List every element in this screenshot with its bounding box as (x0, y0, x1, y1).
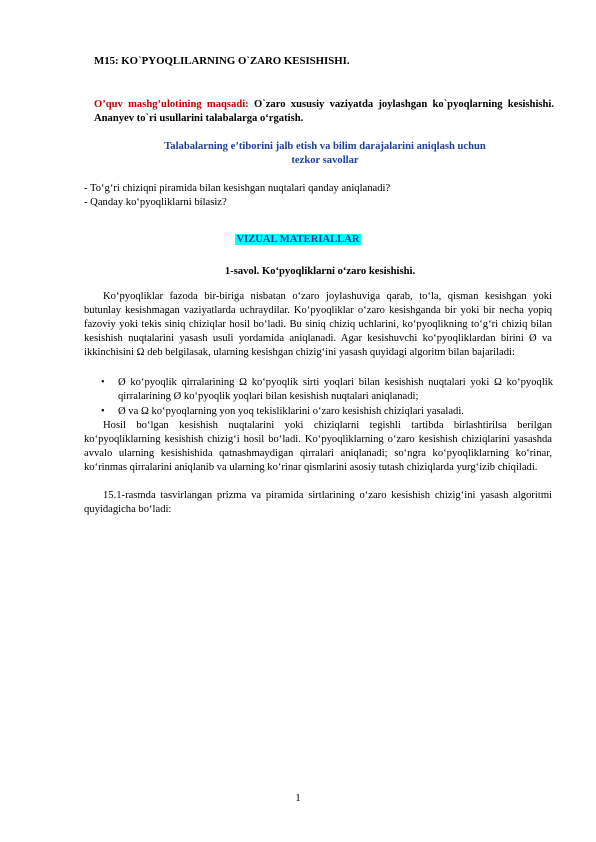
paragraph-2: Hosil bo‘lgan kesishish nuqtalarini yoki chiziqlarni tegishli tartibda birlashtirilsa berilgan ko‘pyoqliklarning kesishish chizig‘i hosil bo‘ladi. Ko‘pyoqliklarning o‘zaro kesishish chiziqlarini yasashda avvalo ularning kesishishida qatnashmaydigan qirralari aniqlanadi; so‘ngra ko‘pyoqliklarning ko‘rinar, ko‘rinmas qirralarini aniqlanib va ularning ko‘rinar qismlarini asosiy tutash chiziqlarda yurg‘izib chiqiladi. (84, 420, 552, 474)
bullet-item-1 (101, 376, 553, 406)
paragraph-1: Ko‘pyoqliklar fazoda bir-biriga nisbatan o‘zaro joylashuviga qarab, to‘la, qisman kesishgan yoki butunlay kesishmagan vaziyatlarda uchraydilar. Ko‘pyoqliklar o‘zaro kesishganda bir yoki bir necha yopiq fazoviy yoki tekis siniq chiziqlar hosil bo‘ladi. Bu siniq chiziq uchlarini, ko‘pyoqlikning to‘g‘ri chiziq bilan kesishish nuqtalarini yasash usuli yordamida aniqlanadi. Agar kesishuvchi ko‘pyoqliklardan birini Ø va ikkinchisini Ω deb belgilasak, ularning kesishgan chizig‘ini yasash quyidagi algoritm bilan bajariladi: (84, 291, 552, 359)
bullet-text: Ø ko‘pyoqlik qirralarining Ω ko‘pyoqlik sirti yoqlari bilan kesishish nuqtalari yoki Ω ko‘pyoqlik qirralarining Ø ko‘pyoqlik yoqlari bilan kesishish nuqtalari aniqlanadi; (118, 377, 553, 403)
visual-materials-heading (0, 234, 596, 245)
bullet-text: Ø va Ω ko‘pyoqlarning yon yoq tekisliklarini o‘zaro kesishish chiziqlari yasaladi. (118, 406, 464, 417)
page-title: M15: KO`PYOQLILARNING O`ZARO KESISHISHI. (94, 55, 350, 67)
bullet-icon: • (101, 377, 105, 388)
page-number: 1 (295, 792, 301, 804)
lesson-goal-text: O`zaro xususiy vaziyatda joylashgan ko`pyoqlarning kesishishi. Ananyev to`ri usullarini talabalarga o‘rgatish. (94, 99, 554, 124)
lesson-goal-label: O’quv mashg’ulotining maqsadi: (94, 99, 249, 110)
attention-heading-line1: Talabalarning e’tiborini jalb etish va bilim darajalarini aniqlash uchun (164, 141, 486, 152)
question-2: - Qanday ko‘pyoqliklarni bilasiz? (84, 197, 227, 208)
lesson-goal (94, 98, 554, 126)
attention-heading-line2: tezkor savollar (291, 154, 359, 166)
bullet-item-2 (101, 405, 553, 420)
bullet-icon: • (101, 406, 105, 417)
attention-heading (90, 140, 560, 167)
paragraph-3: 15.1-rasmda tasvirlangan prizma va piramida sirtlarining o‘zaro kesishish chizig‘ini yasash algoritmi quyidagicha bo‘ladi: (84, 490, 552, 516)
question-1: - To‘g‘ri chiziqni piramida bilan kesishgan nuqtalari qanday aniqlanadi? (84, 183, 391, 194)
visual-materials-label: VIZUAL MATERIALLAR (236, 234, 360, 245)
section-heading: 1-savol. Ko‘pyoqliklarni o‘zaro kesishishi. (224, 266, 416, 277)
